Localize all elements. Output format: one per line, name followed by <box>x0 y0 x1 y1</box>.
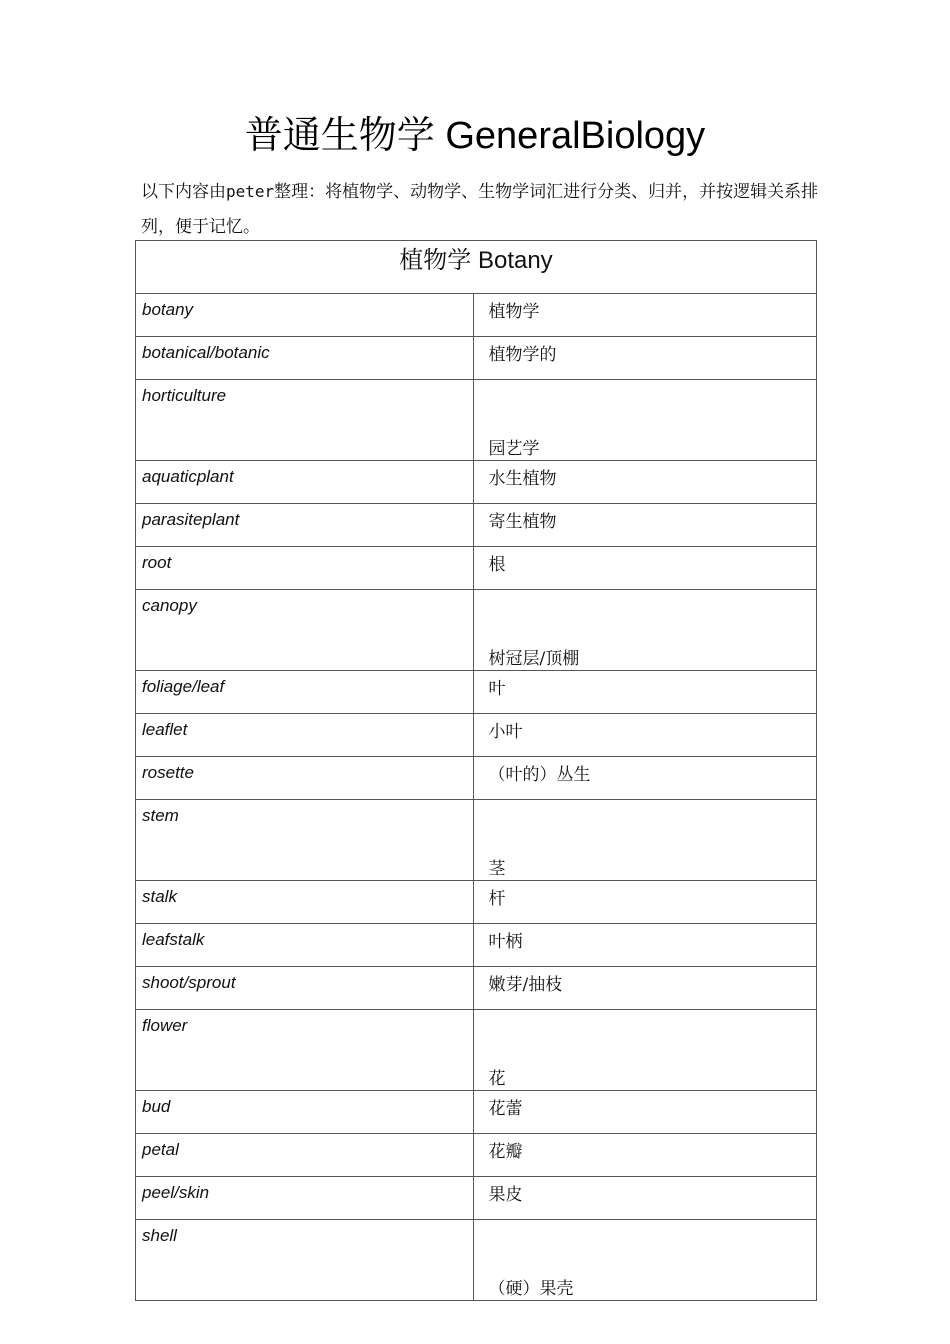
page-title: 普通生物学 GeneralBiology <box>244 115 706 157</box>
term-chinese-cell <box>474 1177 817 1220</box>
table-row <box>136 757 817 800</box>
term-chinese: 花 <box>488 1069 506 1089</box>
term-english: root <box>136 547 474 590</box>
term-chinese-cell <box>474 881 817 924</box>
intro-text-after: 整理：将植物学、动物学、生物学词汇进行分类、归并，并按逻辑关系排列，便于记忆。 <box>141 182 819 237</box>
term-english: foliage/leaf <box>136 671 474 714</box>
term-chinese: 寄生植物 <box>488 512 557 532</box>
table-row <box>136 504 817 547</box>
table-heading-row <box>136 241 817 294</box>
term-chinese-cell <box>474 671 817 714</box>
term-chinese: 树冠层/顶棚 <box>488 649 580 669</box>
term-chinese: （叶的）丛生 <box>488 765 591 785</box>
vocabulary-table <box>135 240 817 1301</box>
term-english: leafstalk <box>136 924 474 967</box>
term-english: rosette <box>136 757 474 800</box>
term-chinese: 植物学的 <box>488 345 557 365</box>
term-english: flower <box>136 1010 474 1091</box>
term-chinese: 园艺学 <box>488 439 540 459</box>
term-chinese: 植物学 <box>488 302 540 322</box>
term-english: botany <box>136 294 474 337</box>
term-english: bud <box>136 1091 474 1134</box>
term-chinese-cell <box>474 294 817 337</box>
term-english: horticulture <box>136 380 474 461</box>
term-chinese: 根 <box>488 555 506 575</box>
table-heading: 植物学 Botany <box>136 241 817 294</box>
table-row <box>136 590 817 671</box>
term-english: canopy <box>136 590 474 671</box>
term-chinese-cell <box>474 1010 817 1091</box>
term-chinese: 茎 <box>488 859 506 879</box>
term-chinese: 水生植物 <box>488 469 557 489</box>
term-english: stalk <box>136 881 474 924</box>
term-english: shoot/sprout <box>136 967 474 1010</box>
term-chinese-cell <box>474 800 817 881</box>
term-chinese-cell <box>474 337 817 380</box>
table-row <box>136 671 817 714</box>
term-chinese-cell <box>474 1134 817 1177</box>
table-row <box>136 294 817 337</box>
term-chinese-cell <box>474 757 817 800</box>
term-english: aquaticplant <box>136 461 474 504</box>
table-row <box>136 967 817 1010</box>
term-chinese-cell <box>474 461 817 504</box>
intro-paragraph <box>141 174 821 245</box>
term-english: shell <box>136 1220 474 1301</box>
table-row <box>136 1177 817 1220</box>
table-row <box>136 714 817 757</box>
term-chinese: 嫩芽/抽枝 <box>488 975 563 995</box>
term-chinese: 果皮 <box>488 1185 523 1205</box>
term-chinese-cell <box>474 547 817 590</box>
table-row <box>136 380 817 461</box>
table-row <box>136 1010 817 1091</box>
table-row <box>136 461 817 504</box>
term-english: parasiteplant <box>136 504 474 547</box>
table-row <box>136 337 817 380</box>
table-row <box>136 924 817 967</box>
table-row <box>136 1220 817 1301</box>
table-row <box>136 1134 817 1177</box>
term-english: petal <box>136 1134 474 1177</box>
table-row <box>136 1091 817 1134</box>
term-english: botanical/botanic <box>136 337 474 380</box>
term-chinese: 小叶 <box>488 722 523 742</box>
table-row <box>136 547 817 590</box>
table-row <box>136 881 817 924</box>
term-chinese: （硬）果壳 <box>488 1279 574 1299</box>
term-chinese-cell <box>474 967 817 1010</box>
vocabulary-table-body <box>136 241 817 1301</box>
term-english: peel/skin <box>136 1177 474 1220</box>
term-chinese-cell <box>474 380 817 461</box>
term-chinese-cell <box>474 924 817 967</box>
term-chinese: 叶柄 <box>488 932 523 952</box>
term-chinese-cell <box>474 1091 817 1134</box>
term-chinese-cell <box>474 714 817 757</box>
intro-text-before: 以下内容由 <box>141 182 226 202</box>
term-chinese-cell <box>474 590 817 671</box>
table-row <box>136 800 817 881</box>
term-chinese-cell <box>474 1220 817 1301</box>
term-chinese: 花瓣 <box>488 1142 523 1162</box>
term-chinese: 花蕾 <box>488 1099 523 1119</box>
term-chinese: 杆 <box>488 889 506 909</box>
term-chinese: 叶 <box>488 679 506 699</box>
term-english: leaflet <box>136 714 474 757</box>
intro-author-name: peter <box>226 182 275 201</box>
term-english: stem <box>136 800 474 881</box>
term-chinese-cell <box>474 504 817 547</box>
